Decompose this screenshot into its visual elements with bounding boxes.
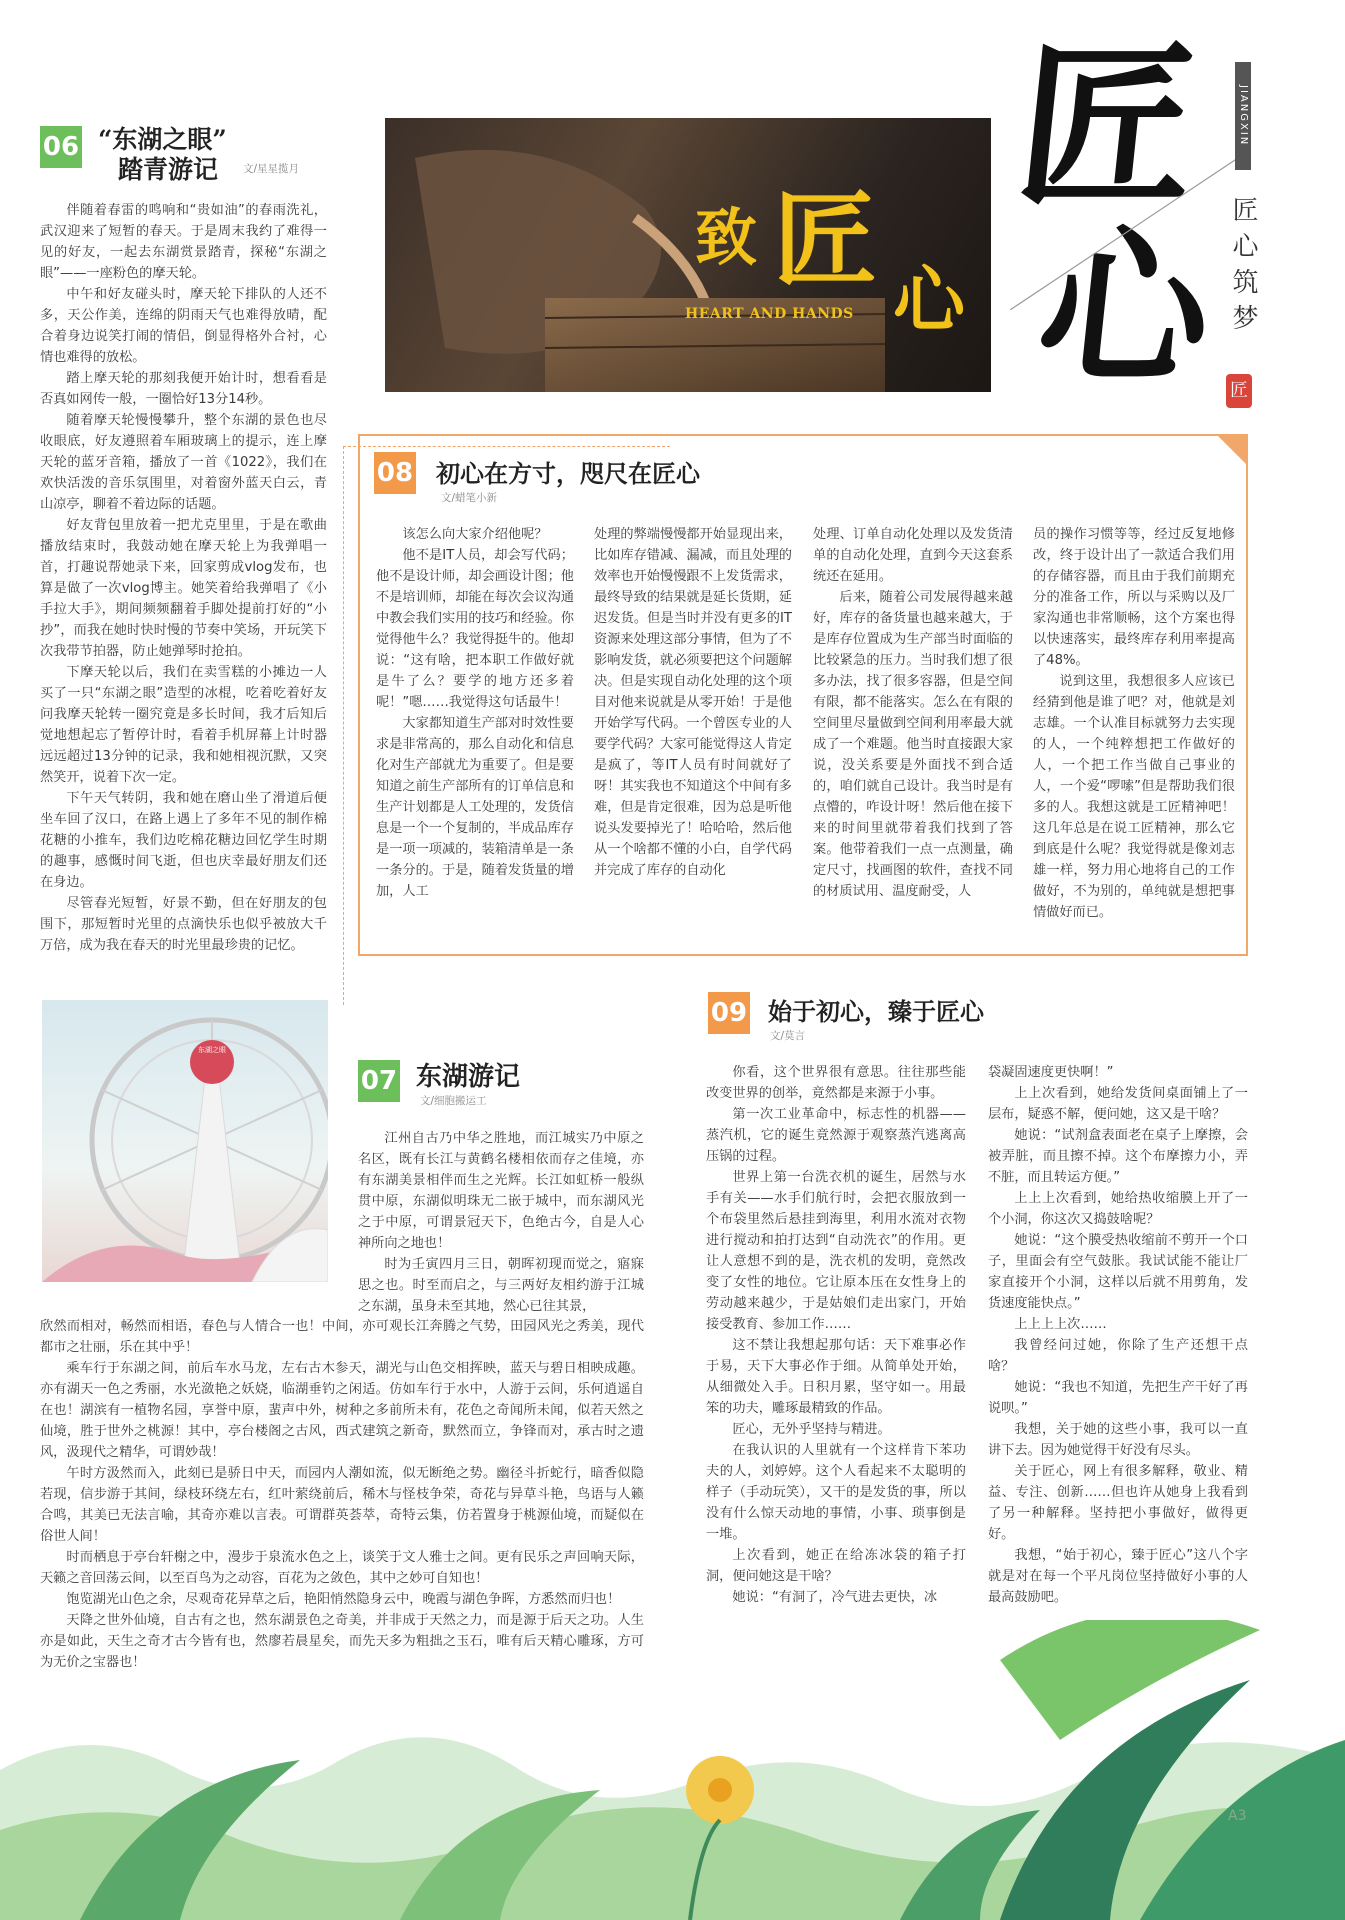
section-08-col2	[594, 524, 792, 881]
section-09-badge: 09	[708, 992, 750, 1034]
paragraph: 匠心，无外乎坚持与精进。	[732, 1422, 891, 1437]
seal-stamp: 匠	[1226, 374, 1252, 408]
section-09-col2	[988, 1062, 1248, 1608]
paragraph: 她说：“这个膜受热收缩前不剪开一个口子，里面会有空气鼓胀。我试试能不能让厂家直接开个小洞，这样以后就不用剪角，发货速度能快点。”	[988, 1233, 1248, 1311]
page-number: A3	[1228, 1808, 1247, 1824]
section-06-title-line2: 踏青游记	[118, 155, 219, 184]
paragraph: 这不禁让我想起那句话：天下难事必作于易，天下大事必作于细。从简单处开始，从细微处入手。日积月累，坚守如一。用最笨的功夫，雕琢最精致的作品。	[706, 1338, 966, 1416]
paragraph: 大家都知道生产部对时效性要求是非常高的，那么自动化和信息化对生产部就尤为重要了。但是要知道之前生产部所有的订单信息和生产计划都是人工处理的，发货信息是一个一个复制的，半成品库存是一项一项减的，装箱清单是一条一条分的。于是，随着发货量的增加，人工	[376, 716, 574, 899]
paragraph: 我曾经问过她，你除了生产还想干点啥？	[988, 1338, 1248, 1374]
paragraph: 我想，“始于初心，臻于匠心”这八个字就是对在每一个平凡岗位坚持做好小事的人最高鼓励吧。	[988, 1548, 1248, 1605]
paragraph: 好友背包里放着一把尤克里里，于是在歌曲播放结束时，我鼓动她在摩天轮上为我弹唱一首，打趣说帮她录下来，回家剪成vlog发布，也算是做了一次vlog博主。她笑着给我弹唱了《小手拉大手》，期间频频翻着手脚处提前打好的“小抄”，而我在她时快时慢的节奏中笑场，开玩笑下次我带节拍器，防止她弹琴时抢拍。	[40, 518, 327, 659]
paragraph: 处理、订单自动化处理以及发货清单的自动化处理，直到今天这套系统还在延用。	[813, 527, 1013, 584]
paragraph: 关于匠心，网上有很多解释，敬业、精益、专注、创新……但也许从她身上我看到了另一种解释。坚持把小事做好，做得更好。	[988, 1464, 1248, 1542]
paragraph: 欣然而相对，畅然而相语，春色与人情合一也！中间，亦可观长江奔腾之气势，田园风光之秀美，现代都市之壮丽，乐在其中乎！	[40, 1319, 644, 1355]
paragraph: 时为壬寅四月三日，朝晖初现而觉之，寤寐思之也。时至而启之，与三两好友相约游于江城之东湖，虽身未至其地，然心已往其景，	[358, 1257, 644, 1314]
section-08-byline: 文/蜡笔小新	[441, 492, 498, 504]
paragraph: 后来，随着公司发展得越来越好，库存的备货量也越来越大，于是库存位置成为生产部当时面临的比较紧急的压力。当时我们想了很多办法，找了很多容器，但是空间有限，都不能落实。怎么在有限的空间里尽量做到空间利用率最大就成了一个难题。他当时直接跟大家说，没关系要是外面找不到合适的，咱们就自己设计。我当时是有点懵的，咋设计呀！然后他在接下来的时间里就带着我们找到了答案。他带着我们一点一点测量，确定尺寸，找画图的软件，查找不同的材质试用、温度耐受，人	[813, 590, 1013, 899]
section-08-col3	[813, 524, 1013, 902]
paragraph: 袋凝固速度更快啊！”	[988, 1065, 1114, 1080]
big-char-jiang: 匠	[1007, 22, 1208, 231]
paragraph: 伴随着春雷的鸣响和“贵如油”的春雨洗礼，武汉迎来了短暂的春天。于是周末我约了难得一见的好友，一起去东湖赏景踏青，探秘“东湖之眼”——一座粉色的摩天轮。	[40, 203, 327, 281]
paragraph: 上次看到，她正在给冻冰袋的箱子打洞，便问她这是干啥？	[706, 1548, 966, 1584]
paragraph: 在我认识的人里就有一个这样肯下苯功夫的人，刘婷婷。这个人看起来不太聪明的样子（手动玩笑），又干的是发货的事，所以没有什么惊天动地的事情，小事、琐事倒是一堆。	[706, 1443, 966, 1542]
banner-subtitle: HEART AND HANDS	[685, 306, 854, 322]
section-06-title-line1: “东湖之眼”	[98, 125, 227, 154]
paragraph: 第一次工业革命中，标志性的机器——蒸汽机，它的诞生竟然源于观察蒸汽逃离高压锅的过程。	[706, 1107, 966, 1164]
paragraph: 她说：“我也不知道，先把生产干好了再说呗。”	[988, 1380, 1248, 1416]
paragraph: 饱览湖光山色之余，尽观奇花异草之后，艳阳悄然隐身云中，晚霞与湖色争晖，方悉然而归也！	[66, 1592, 621, 1607]
ferris-wheel-illustration	[42, 1000, 328, 1282]
paragraph: 处理的弊端慢慢都开始显现出来，比如库存错减、漏减，而且处理的效率也开始慢慢跟不上发货需求，最终导致的结果就是延长货期，延迟发货。但是当时并没有更多的IT资源来处理这部分事情，但为了不影响发货，就必须要把这个问题解决。但是实现自动化处理的这个项目对他来说就是从零开始！于是他开始学写代码。一个曾医专业的人要学代码？大家可能觉得这人肯定是疯了，等IT人员有时间就好了呀！其实我也不知道这个中间有多难，但是肯定很难，因为总是听他说头发要掉光了！哈哈哈，然后他从一个啥都不懂的小白，自学代码并完成了库存的自动化	[594, 527, 792, 878]
paragraph: 你看，这个世界很有意思。往往那些能改变世界的创举，竟然都是来源于小事。	[706, 1065, 966, 1101]
paragraph: 说到这里，我想很多人应该已经猜到他是谁了吧？对，他就是刘志雄。一个认准目标就努力去实现的人，一个纯粹想把工作做好的人，一个把工作当做自己事业的人，一个爱“啰嗦”但是帮助我们很多的人。我想这就是工匠精神吧！这几年总是在说工匠精神，那么它到底是什么呢？我觉得就是像刘志雄一样，努力用心地将自己的工作做好，不为别的，单纯就是想把事情做好而已。	[1033, 674, 1235, 920]
paragraph: 她说：“试剂盒表面老在桌子上摩擦，会被弄脏，而且擦不掉。这个布摩擦力小，弄不脏，而且转运方便。”	[988, 1128, 1248, 1185]
foliage-decoration	[0, 1620, 1345, 1920]
diagonal-rule	[1010, 150, 1250, 310]
paragraph: 踏上摩天轮的那刻我便开始计时，想看看是否真如网传一般，一圈恰好13分14秒。	[40, 371, 327, 407]
paragraph: 员的操作习惯等等，经过反复地修改，终于设计出了一款适合我们用的存储容器，而且由于我们前期充分的准备工作，所以与采购以及厂家沟通也非常顺畅，这个方案也得以快速落实，最终库存利用率提高了48%。	[1033, 527, 1235, 668]
paragraph: 上上上次看到，她给热收缩膜上开了一个小洞，你这次又捣鼓啥呢？	[988, 1191, 1248, 1227]
paragraph: 下午天气转阴，我和她在磨山坐了滑道后便坐车回了汉口，在路上遇上了多年不见的制作棉花糖的小推车，我们边吃棉花糖边回忆学生时期的趣事，感慨时间飞逝，但也庆幸最好朋友们还在身边。	[40, 791, 327, 890]
paragraph: 我想，关于她的这些小事，我可以一直讲下去。因为她觉得干好没有尽头。	[988, 1422, 1248, 1458]
slogan-vertical: 匠心筑梦	[1228, 196, 1258, 340]
section-08-badge: 08	[374, 452, 416, 494]
section-06-body	[40, 200, 327, 956]
banner-char-zhi: 致	[695, 201, 758, 274]
section-08-col4	[1033, 524, 1235, 923]
section-07-title: 东湖游记	[416, 1062, 521, 1092]
paragraph: 该怎么向大家介绍他呢？	[402, 527, 548, 542]
section-07-badge: 07	[358, 1060, 400, 1102]
paragraph: 下摩天轮以后，我们在卖雪糕的小摊边一人买了一只“东湖之眼”造型的冰棍，吃着吃着好友问我摩天轮转一圈究竟是多长时间，我才后知后觉地想起忘了暂停计时，看着手机屏幕上计时器远远超过13分钟的记录，我和她相视沉默，又突然笑开，说着下次一定。	[40, 665, 327, 785]
paragraph: 中午和好友碰头时，摩天轮下排队的人还不多，天公作美，连绵的阴雨天气也难得放晴，配合着身边说笑打闹的情侣，倒显得格外合衬，心情也难得的放松。	[40, 287, 327, 365]
paragraph: 午时方汲然而入，此刻已是骄日中天，而园内人潮如流，似无断绝之势。幽径斗折蛇行，暗香似隐若现，信步游于其间，绿枝环绕左右，红叶萦绕前后，稀木与怪枝争荣，奇花与异草斗艳，鸟语与人籁合鸣，其美已无法言喻，其奇亦难以言表。可谓群英荟萃，奇特云集，仿若置身于桃源仙境，而疑似在俗世人间！	[40, 1466, 644, 1544]
ferris-wheel-photo	[42, 1000, 328, 1282]
corner-accent	[1216, 434, 1246, 464]
banner-image	[385, 118, 991, 392]
paragraph: 他不是IT人员，却会写代码；他不是设计师，却会画设计图；他不是培训师，却能在每次会议沟通中教会我们实用的技巧和经验。你觉得他牛么？我觉得挺牛的。他却说：“这有啥，把本职工作做好就是牛了么？要学的地方还多着呢！”嗯……我觉得这句话最牛！	[376, 548, 574, 710]
section-06-badge: 06	[40, 126, 82, 168]
paragraph: 时而栖息于亭台轩榭之中，漫步于泉流水色之上，谈笑于文人雅士之间。更有民乐之声回响天际，天籁之音回荡云间，以至百鸟为之动容，百花为之敛色，其中之妙可自知也！	[40, 1550, 644, 1586]
pinyin-strip: JIANGXIN	[1235, 62, 1251, 170]
paragraph: 随着摩天轮慢慢攀升，整个东湖的景色也尽收眼底，好友遵照着车厢玻璃上的提示，连上摩天轮的蓝牙音箱，播放了一首《1022》，我们在欢快活泼的音乐氛围里，对着窗外蓝天白云，青山凉亭，聊着不着边际的话题。	[40, 413, 327, 512]
section-06-byline: 文/星星揽月	[243, 163, 300, 175]
paragraph: 她说：“有洞了，冷气进去更快，冰	[732, 1590, 938, 1605]
section-08-col1	[376, 524, 574, 902]
paragraph: 上上上上次……	[1014, 1317, 1107, 1332]
ferris-wheel-sign: 东湖之眼	[198, 1046, 226, 1054]
section-09-col1	[706, 1062, 966, 1608]
section-09-title: 始于初心，臻于匠心	[768, 997, 984, 1026]
paragraph: 江州自古乃中华之胜地，而江城实乃中原之名区，既有长江与黄鹤名楼相依而存之佳境，亦有东湖美景相伴而生之光辉。长江如虹桥一般纵贯中原，东湖似明珠无二嵌于城中，而东湖风光之于中原，可谓景冠天下，色绝古今，自是人心神所向之地也！	[358, 1131, 644, 1251]
section-08-title: 初心在方寸，咫尺在匠心	[436, 459, 700, 488]
paragraph: 天降之世外仙境，自古有之也，然东湖景色之奇美，并非成于天然之力，而是源于后天之功。人生亦是如此，天生之奇才古今皆有也，然廖若晨星矣，而先天多为粗拙之玉石，唯有后天精心雕琢，方可为无价之宝器也！	[40, 1613, 644, 1670]
paragraph: 乘车行于东湖之间，前后车水马龙，左右古木参天，湖光与山色交相挥映，蓝天与碧日相映成趣。亦有湖天一色之秀丽，水光潋艳之妖娆，临湖垂钓之闲适。仿如车行于水中，人游于云间，乐何逍遥自在也！湖滨有一植物名园，享誉中原，蜚声中外，树种之多前所未有，花色之奇闻所未闻，似若天然之仙境，胜于世外之桃源！其中，亭台楼阁之古风，西式建筑之新奇，默然而立，争锋而对，承古时之遗风，汲现代之精华，可谓妙哉！	[40, 1361, 644, 1460]
paragraph: 世界上第一台洗衣机的诞生，居然与水手有关——水手们航行时，会把衣服放到一个布袋里然后悬挂到海里，利用水流对衣物进行搅动和拍打达到“自动洗衣”的作用。更让人意想不到的是，洗衣机的发明，竟然改变了女性的地位。它让原本压在女性身上的劳动越来越少，于是姑娘们走出家门，开始接受教育、参加工作……	[706, 1170, 966, 1332]
section-07-body-narrow	[358, 1128, 644, 1317]
paragraph: 尽管春光短暂，好景不勤，但在好朋友的包围下，那短暂时光里的点滴快乐也似乎被放大千万倍，成为我在春天的时光里最珍贵的记忆。	[40, 896, 327, 953]
big-char-xin: 心	[1029, 209, 1221, 409]
section-09-byline: 文/莫言	[770, 1030, 806, 1042]
section-07-byline: 文/细胞搬运工	[420, 1095, 487, 1107]
banner-char-jiang: 匠	[773, 178, 878, 301]
banner-char-xin: 心	[893, 257, 966, 342]
paragraph: 上上次看到，她给发货间桌面铺上了一层布，疑惑不解，便问她，这又是干啥？	[988, 1086, 1248, 1122]
